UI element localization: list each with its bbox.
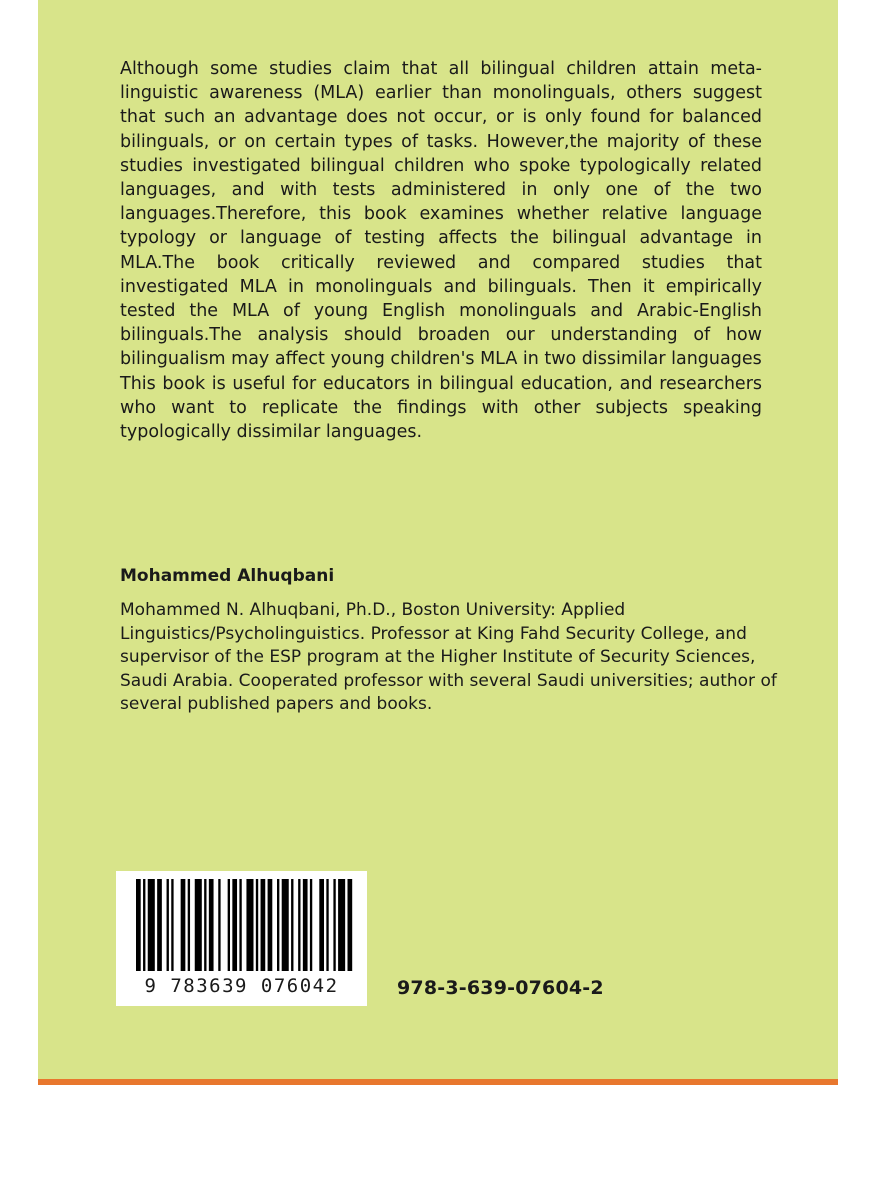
- barcode-bar: [143, 879, 145, 971]
- barcode-bar: [268, 879, 273, 971]
- barcode-digits: 9 783639 076042: [144, 975, 339, 997]
- barcode-bar: [333, 879, 335, 971]
- barcode-bar: [291, 879, 293, 971]
- barcode-bar: [326, 879, 328, 971]
- barcode-bar: [256, 879, 258, 971]
- barcode-bar: [204, 879, 206, 971]
- blurb: [120, 57, 762, 444]
- accent-bar: [38, 1079, 838, 1085]
- isbn: 978-3-639-07604-2: [397, 977, 604, 999]
- barcode-bar: [348, 879, 353, 971]
- barcode-bar: [188, 879, 190, 971]
- barcode-bar: [167, 879, 169, 971]
- barcode-bar: [303, 879, 308, 971]
- barcode-bar: [298, 879, 300, 971]
- barcode-bar: [246, 879, 253, 971]
- barcode: [116, 871, 367, 1006]
- barcode-bar: [228, 879, 230, 971]
- barcode-bar: [218, 879, 220, 971]
- barcode-bar: [338, 879, 345, 971]
- barcode-bar: [310, 879, 312, 971]
- barcode-bar: [261, 879, 266, 971]
- barcode-bar: [239, 879, 241, 971]
- barcode-bar: [319, 879, 324, 971]
- barcode-bar: [136, 879, 141, 971]
- author-bio: Mohammed N. Alhuqbani, Ph.D., Boston University: Applied Linguistics/Psycholinguistics. Professor at King Fahd Security College, and supervisor of the ESP program at the Higher Institute of Security Sciences, Saudi Arabia. Cooperated professor with several Saudi universities; author of several published papers and books.: [120, 600, 777, 714]
- blurb-paragraph: Although some studies claim that all bilingual children attain meta-linguistic awareness (MLA) earlier than monolinguals, others suggest that such an advantage does not occur, or is only found for balanced bilinguals, or on certain types of tasks. However,the majority of these studies investigated bilingual children who spoke typologically related languages, and with tests administered in only one of the two languages.Therefore, this book examines whether relative language typology or language of testing affects the bilingual advantage in MLA.The book critically reviewed and compared studies that investigated MLA in monolinguals and bilinguals. Then it empirically tested the MLA of young English monolinguals and Arabic-English bilinguals.The analysis should broaden our understanding of how bilingualism may affect young children's MLA in two dissimilar languages: [120, 59, 762, 370]
- barcode-bar: [195, 879, 202, 971]
- barcode-bar: [171, 879, 173, 971]
- barcode-bar: [148, 879, 155, 971]
- barcode-bar: [157, 879, 162, 971]
- blurb-paragraph: This book is useful for educators in bilingual education, and researchers who want to replicate the findings with other subjects speaking typologically dissimilar languages.: [120, 373, 762, 443]
- barcode-bar: [232, 879, 237, 971]
- author-name: Mohammed Alhuqbani: [120, 566, 335, 586]
- barcode-bar: [181, 879, 186, 971]
- barcode-bar: [209, 879, 214, 971]
- barcode-bar: [277, 879, 279, 971]
- barcode-bar: [282, 879, 289, 971]
